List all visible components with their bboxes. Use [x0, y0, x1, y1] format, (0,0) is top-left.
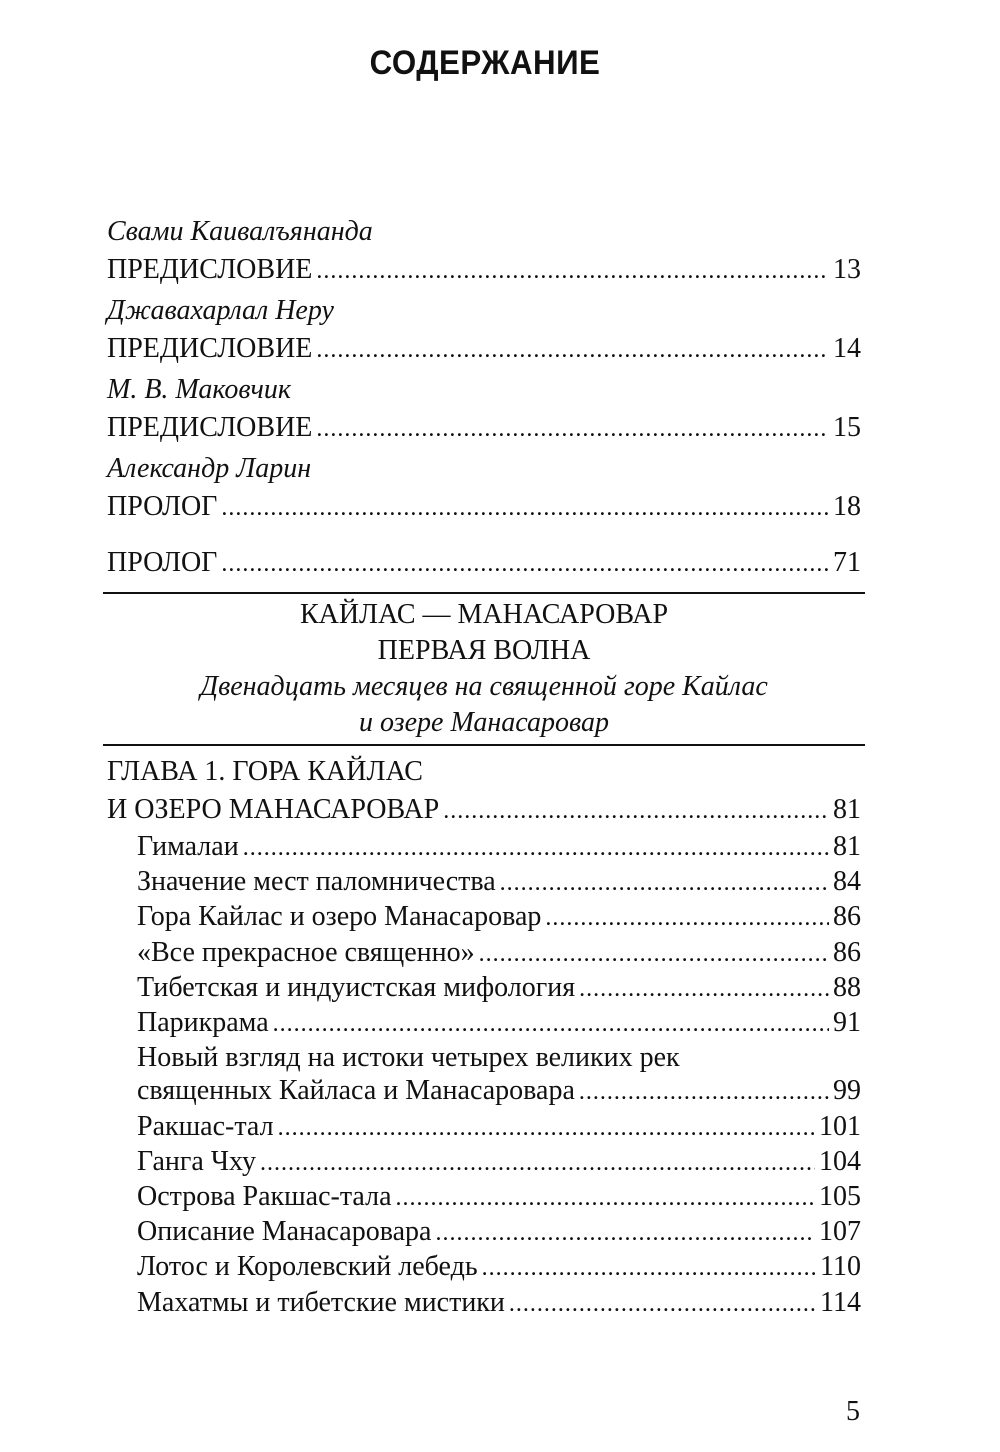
- front-matter: [107, 213, 861, 583]
- dot-leader: [316, 331, 829, 369]
- dot-leader: [509, 1288, 816, 1321]
- toc-label: «Все прекрасное священно»: [137, 936, 475, 968]
- toc-page-number: 84: [833, 866, 861, 898]
- toc-label: Значение мест паломничества: [137, 866, 496, 898]
- toc-entry-preface-nehru[interactable]: [107, 292, 861, 369]
- toc-entry-chapter-1[interactable]: [107, 753, 861, 830]
- toc-subentry[interactable]: [137, 1215, 861, 1250]
- toc-label-line-1: Новый взгляд на истоки четырех великих рек: [137, 1042, 680, 1074]
- toc-label: ПРОЛОГ: [107, 491, 218, 522]
- toc-subentry[interactable]: [137, 1006, 861, 1041]
- toc-author: М. В. Маковчик: [107, 374, 291, 405]
- toc-entry-prologue-2[interactable]: [107, 544, 861, 583]
- toc-page-number: 71: [833, 547, 861, 578]
- page-title: СОДЕРЖАНИЕ: [369, 44, 601, 82]
- toc-label: Гора Кайлас и озеро Манасаровар: [137, 901, 542, 933]
- toc-page-number: 114: [820, 1286, 861, 1318]
- dot-leader: [579, 973, 829, 1006]
- toc-subentry[interactable]: [137, 1180, 861, 1215]
- dot-leader: [243, 832, 829, 865]
- toc-page-number: 86: [833, 901, 861, 933]
- toc-subentry[interactable]: [137, 1145, 861, 1180]
- divider-bottom: [103, 744, 865, 746]
- dot-leader: [479, 938, 829, 971]
- toc-page-number: 110: [820, 1251, 861, 1283]
- divider-top: [103, 592, 865, 594]
- chapter-title-line-2: И ОЗЕРО МАНАСАРОВАР: [107, 794, 440, 825]
- toc-label: Описание Манасаровара: [137, 1216, 432, 1248]
- toc-page-number: 13: [833, 254, 861, 285]
- toc-page-number: 88: [833, 971, 861, 1003]
- dot-leader: [443, 792, 829, 830]
- dot-leader: [435, 1217, 815, 1250]
- toc-label: Ракшас-тал: [137, 1110, 274, 1142]
- toc-label: Парикрама: [137, 1007, 269, 1039]
- toc-author: Джавахарлал Неру: [107, 295, 334, 326]
- toc-page-number: 81: [833, 794, 861, 825]
- dot-leader: [579, 1076, 829, 1109]
- toc-page-number: 104: [819, 1145, 861, 1177]
- toc-label: ПРОЛОГ: [107, 547, 218, 578]
- section-subtitle-1: Двенадцать месяцев на священной горе Кайлас: [200, 671, 768, 702]
- toc-subentry[interactable]: [137, 1110, 861, 1145]
- toc-subentry[interactable]: [137, 971, 861, 1006]
- toc-label: ПРЕДИСЛОВИЕ: [107, 412, 313, 443]
- toc-page-number: 81: [833, 831, 861, 862]
- toc-label: Ганга Чху: [137, 1145, 256, 1177]
- toc-page-number: 14: [833, 333, 861, 364]
- dot-leader: [396, 1182, 815, 1215]
- chapter-1: [107, 753, 861, 1321]
- page-number: 5: [846, 1396, 860, 1427]
- toc-page-number: 91: [833, 1007, 861, 1039]
- dot-leader: [260, 1147, 815, 1180]
- dot-leader: [221, 489, 829, 527]
- dot-leader: [316, 410, 829, 448]
- toc-label: Гималаи: [137, 831, 239, 862]
- toc-subentry[interactable]: [137, 830, 861, 865]
- chapter-1-subsections: [107, 830, 861, 1321]
- toc-label: Тибетская и индуистская мифология: [137, 971, 576, 1003]
- toc-subentry[interactable]: [137, 1250, 861, 1285]
- dot-leader: [273, 1008, 829, 1041]
- toc-page-number: 18: [833, 491, 861, 522]
- toc-label: Лотос и Королевский лебедь: [137, 1251, 478, 1283]
- toc-label: ПРЕДИСЛОВИЕ: [107, 333, 313, 364]
- section-subtitle-2: и озере Манасаровар: [359, 707, 609, 738]
- toc-author: Александр Ларин: [107, 453, 312, 484]
- toc-entry-preface-kaivalyananda[interactable]: [107, 213, 861, 290]
- chapter-title-line-1: ГЛАВА 1. ГОРА КАЙЛАС: [107, 756, 423, 787]
- toc-label: Острова Ракшас-тала: [137, 1181, 392, 1213]
- dot-leader: [482, 1252, 816, 1285]
- section-heading: [103, 597, 865, 741]
- toc-label: священных Кайласа и Манасаровара: [137, 1075, 575, 1107]
- dot-leader: [500, 867, 829, 900]
- toc-author: Свами Каивалъянанда: [107, 216, 373, 247]
- toc-subentry[interactable]: [137, 1041, 861, 1109]
- toc-label: Махатмы и тибетские мистики: [137, 1286, 505, 1318]
- toc-entry-preface-makovchik[interactable]: [107, 371, 861, 448]
- toc-subentry[interactable]: [137, 1286, 861, 1321]
- dot-leader: [278, 1112, 815, 1145]
- dot-leader: [316, 252, 829, 290]
- toc-page-number: 99: [833, 1075, 861, 1107]
- toc-subentry[interactable]: [137, 900, 861, 935]
- toc-page-number: 86: [833, 936, 861, 968]
- toc-page-number: 15: [833, 412, 861, 443]
- toc-page-number: 101: [819, 1110, 861, 1142]
- dot-leader: [545, 902, 829, 935]
- toc-page-number: 105: [819, 1181, 861, 1213]
- toc-subentry[interactable]: [137, 936, 861, 971]
- section-wave: ПЕРВАЯ ВОЛНА: [377, 635, 591, 666]
- toc-subentry[interactable]: [137, 865, 861, 900]
- section-title: КАЙЛАС — МАНАСАРОВАР: [299, 599, 669, 630]
- toc-label: ПРЕДИСЛОВИЕ: [107, 254, 313, 285]
- dot-leader: [221, 545, 829, 583]
- toc-entry-prologue-larin[interactable]: [107, 450, 861, 527]
- toc-page-number: 107: [819, 1216, 861, 1248]
